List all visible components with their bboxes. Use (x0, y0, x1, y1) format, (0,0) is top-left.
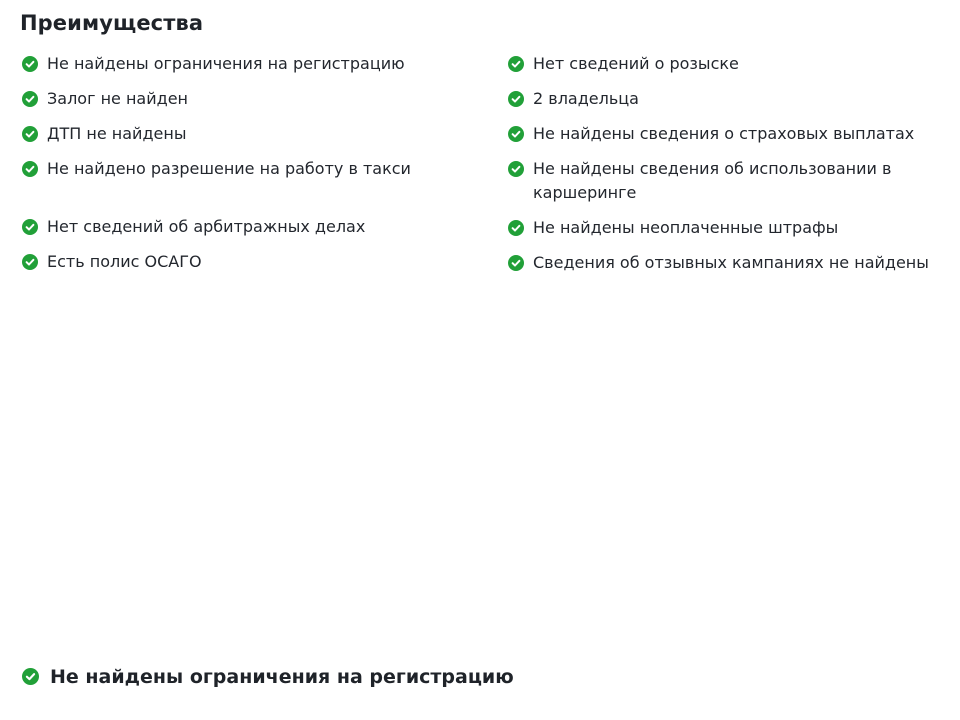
benefits-list-right (508, 52, 948, 286)
check-circle-icon (508, 91, 524, 107)
benefit-item (22, 215, 492, 239)
benefit-label: Нет сведений о розыске (533, 54, 739, 73)
benefits-list-left (22, 52, 492, 285)
check-circle-icon (22, 161, 38, 177)
check-circle-icon (508, 56, 524, 72)
benefit-item (22, 250, 492, 274)
section-title: Преимущества (20, 11, 204, 35)
benefit-label: Нет сведений об арбитражных делах (47, 217, 366, 236)
benefit-label: 2 владельца (533, 89, 639, 108)
benefit-item (22, 52, 492, 76)
check-circle-icon (508, 255, 524, 271)
benefit-item (508, 87, 948, 111)
benefit-item (508, 216, 948, 240)
check-circle-icon (22, 91, 38, 107)
benefit-label: ДТП не найдены (47, 124, 187, 143)
benefit-label: Не найдены неоплаченные штрафы (533, 218, 839, 237)
benefit-label: Не найдены сведения об использовании в каршеринге (533, 159, 892, 202)
check-circle-icon (22, 56, 38, 72)
benefit-label: Не найдены сведения о страховых выплатах (533, 124, 915, 143)
benefit-item (508, 157, 948, 205)
check-circle-icon (508, 220, 524, 236)
detail-heading: Не найдены ограничения на регистрацию (50, 666, 514, 688)
benefit-item (22, 157, 492, 181)
benefit-item (508, 251, 948, 275)
check-circle-icon (22, 219, 38, 235)
benefit-item (22, 87, 492, 111)
benefit-label: Есть полис ОСАГО (47, 252, 202, 271)
benefit-label: Не найдено разрешение на работу в такси (47, 159, 411, 178)
benefit-label: Не найдены ограничения на регистрацию (47, 54, 405, 73)
check-circle-icon (22, 126, 38, 142)
benefit-label: Сведения об отзывных кампаниях не найдены (533, 253, 929, 272)
benefit-item (508, 52, 948, 76)
benefit-item (22, 122, 492, 146)
check-circle-icon (22, 668, 39, 685)
benefit-item (508, 122, 948, 146)
check-circle-icon (22, 254, 38, 270)
check-circle-icon (508, 126, 524, 142)
benefit-label: Залог не найден (47, 89, 188, 108)
check-circle-icon (508, 161, 524, 177)
